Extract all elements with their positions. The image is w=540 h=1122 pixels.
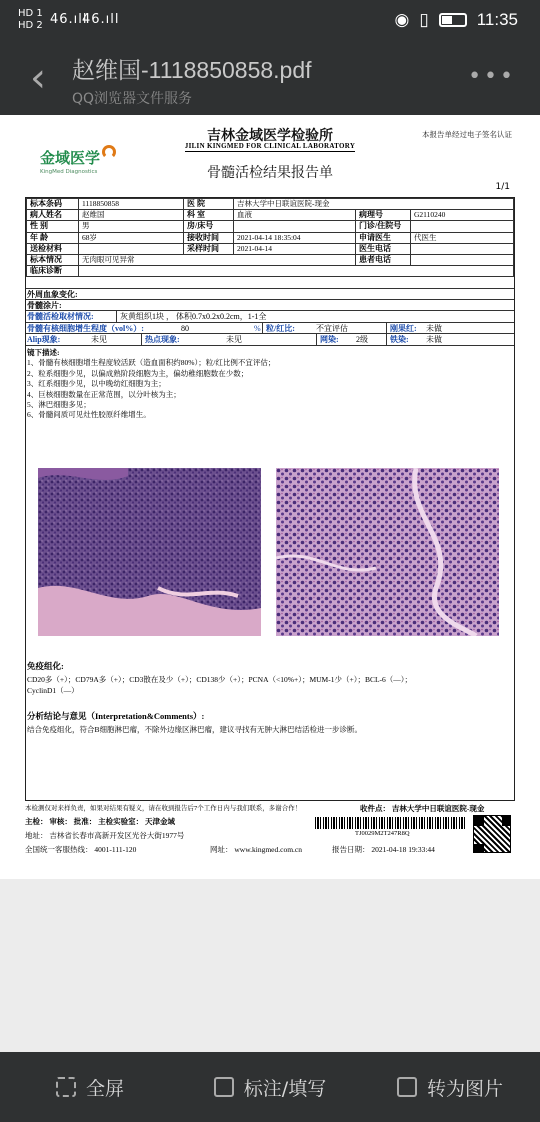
ratio-value: 不宜评估 [316,323,348,333]
age-label: 年 龄 [27,232,79,243]
signal-icon-2: 46.ıll [82,12,120,27]
collect-label: 采样时间 [184,243,234,254]
sex: 男 [79,221,184,232]
org-name-en: JILIN KINGMED FOR CLINICAL LABORATORY [184,142,356,150]
pat-phone [411,254,514,265]
sample-state-label: 标本情况 [27,254,79,265]
prolif-label: 骨髓有核细胞增生程度（vol%）: [27,323,144,333]
ihc-label: 免疫组化: [27,661,64,671]
fiber-label: 网染: [320,335,339,345]
finding-item: 6、骨髓间质可见灶性胶原纤维增生。 [27,410,151,420]
material-label: 送检材料 [27,243,79,254]
sex-label: 性 别 [27,221,79,232]
clinic [411,221,514,232]
sample-no: 1118850858 [79,199,184,210]
bottom-toolbar [0,1052,540,1122]
logo: 金域医学 KingMed Diagnostics [40,147,100,175]
org-name: 吉林金域医学检验所 [207,128,333,144]
alip-value: 未见 [91,335,107,345]
barcode-icon [315,817,465,829]
sample-state: 无肉眼可见异常 [79,254,356,265]
finding-item: 4、巨核细胞数量在正常范围，以分叶核为主； [27,389,181,399]
report-frame [25,197,515,801]
reticulin-value: 未做 [426,323,442,333]
signers: 主检： 审核： 批准： 主检实验室： 天津金域 [25,817,175,826]
doctor-label: 申请医生 [356,232,411,243]
convert-image-button[interactable]: 转为图片 [360,1052,540,1122]
ihc-line-1: CD20多（+）；CD79A多（+）；CD3散在及少（+）；CD138少（+）；PCNA（<10%+）；MUM-1少（+）；BCL-6（—）； [27,675,413,684]
alip-label: Alip现象: [27,335,61,345]
status-bar [0,0,540,44]
fiber-value: 2级 [356,335,368,345]
peripheral-label: 外周血象变化: [27,290,78,299]
path-no: G2110240 [411,210,514,221]
annotate-button[interactable]: 标注/填写 [180,1052,360,1122]
micro-findings [26,346,514,423]
dept: 血液 [234,210,356,221]
address: 地址： 吉林省长春市高新开发区光谷大街1977号 [25,831,185,840]
more-dots-icon[interactable]: ••• [468,64,516,89]
ratio-label: 粒/红比: [266,323,295,333]
patient-name: 赵维国 [79,210,184,221]
esign-note: 本报告单经过电子签名认证 [422,130,512,139]
hospital: 吉林大学中日联谊医院-现金 [234,199,514,210]
hot-label: 热点现象: [145,335,180,345]
prolif-value: 80 [181,323,189,333]
chevron-left-icon[interactable]: ‹ [30,55,46,101]
finding-item: 5、淋巴细胞多见； [27,400,91,409]
signal-icon: 46.ıll [50,12,88,27]
website: 网址： www.kingmed.com.cn [210,845,302,854]
fullscreen-button[interactable]: 全屏 [0,1052,180,1122]
vibrate-icon: ▯ [419,10,429,29]
conclusion-label: 分析结论与意见（Interpretation&Comments）: [27,711,205,721]
patient-label: 病人姓名 [27,210,79,221]
hotline: 全国统一客服热线： 4001-111-120 [25,845,137,854]
fullscreen-icon [56,1077,76,1097]
finding-item: 2、粒系细胞少见，以偏成熟阶段细胞为主，偏幼稚细胞数在少数； [27,368,249,378]
status-right [395,10,518,30]
ihc-section [27,656,412,696]
pat-phone-label: 患者电话 [356,254,411,265]
smear-label: 骨髓涂片: [27,300,62,310]
histology-image-high-power [276,468,499,636]
conclusion-text: 结合免疫组化，符合B细胞淋巴瘤，不除外边缘区淋巴瘤，建议寻找有无肿大淋巴结活检进一步诊断。 [27,725,362,734]
hospital-label: 医 院 [184,199,234,210]
report-date: 报告日期： 2021-04-18 19:33:44 [332,845,435,854]
finding-item: 3、红系细胞少见，以中晚幼红细胞为主； [27,379,166,389]
iron-label: 铁染: [390,335,409,345]
histology-image-low-power [38,468,261,636]
patient-info-table [26,198,514,277]
diag [79,266,514,277]
bed-label: 房/床号 [184,221,234,232]
collect-time: 2021-04-14 [234,243,356,254]
diag-label: 临床诊断 [27,266,79,277]
age: 68岁 [79,232,184,243]
page-number: 1/1 [495,182,510,192]
reticulin-label: 刚果红: [390,323,417,333]
path-no-label: 病理号 [356,210,411,221]
clinic-label: 门诊/住院号 [356,221,411,232]
doctor: 代医生 [411,232,514,243]
recv-time: 2021-04-14 18:35:04 [234,232,356,243]
dept-label: 科 室 [184,210,234,221]
receiver: 收件点： 吉林大学中日联谊医院-现金 [360,804,485,813]
conclusion-section [27,706,362,735]
page-subtitle: QQ浏览器文件服务 [72,91,193,107]
clock: 11:35 [476,10,518,29]
sample-no-label: 标本条码 [27,199,79,210]
battery-icon [439,13,467,27]
app-top-bar [0,0,540,115]
logo-mark-icon [102,145,116,159]
biopsy-section [26,288,514,423]
biopsy-value: 灰黄组织1块 ， 体积0.7x0.2x0.2cm，1-1全 [116,311,266,323]
recv-label: 接收时间 [184,232,234,243]
image-convert-icon [397,1077,417,1097]
barcode-text: TJ0029M2T247R8Q [355,830,410,837]
ihc-line-2: CyclinD1（—） [27,686,79,695]
eye-icon: ◉ [394,10,410,29]
pdf-page[interactable] [0,115,540,879]
pct-sign: % [254,323,261,333]
edit-icon [214,1077,234,1097]
bed [234,221,356,232]
page-title: 赵维国-1118850858.pdf [72,57,312,83]
report-title: 骨髓活检结果报告单 [207,165,333,181]
doc-phone-label: 医生电话 [356,243,411,254]
biopsy-label: 骨髓活检取材情况: [27,312,94,322]
doc-phone [411,243,514,254]
qr-code-icon [473,815,511,853]
finding-item: 1、骨髓有核细胞增生程度较活跃（造血面积约80%）；粒/红比例不宜评估； [27,358,276,368]
disclaimer: 本检测仅对来样负责，如果对结果有疑义，请在收到报告后7个工作日内与我们联系，多谢合作！ [25,805,302,812]
material [79,243,184,254]
hd-indicator: HD 1 HD 2 [18,8,43,31]
iron-value: 未做 [426,335,442,345]
micro-label: 镜下描述: [27,347,60,357]
hot-value: 未见 [226,335,242,345]
